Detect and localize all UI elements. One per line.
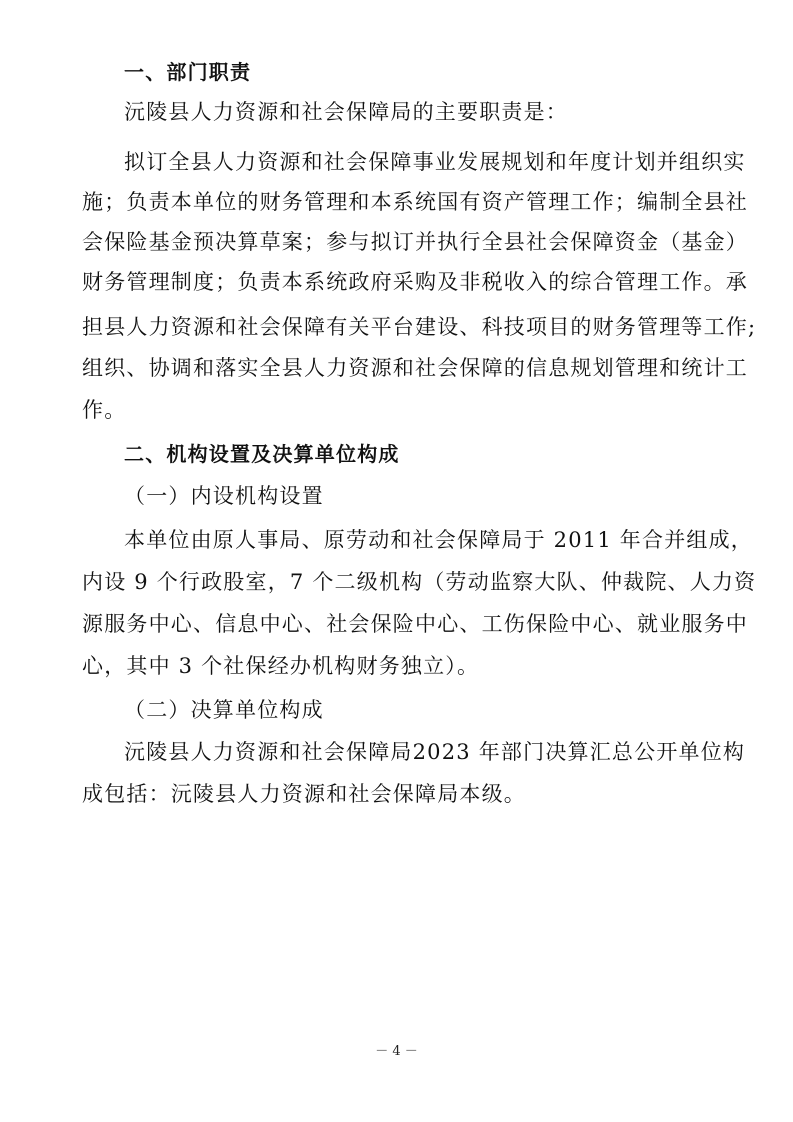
section2-sub1-line-4: 心，其中 3 个社保经办机构财务独立）。 (82, 654, 480, 678)
section1-line-1: 拟订全县人力资源和社会保障事业发展规划和年度计划并组织实 (124, 150, 746, 174)
section1-line-5: 担县人力资源和社会保障有关平台建设、科技项目的财务管理等工作; (82, 315, 757, 339)
section2-heading: 二、机构设置及决算单位构成 (124, 442, 400, 466)
page-number: － 4 － (375, 1044, 418, 1059)
section1-line-3: 会保险基金预决算草案；参与拟订并执行全县社会保障资金（基金） (82, 230, 748, 254)
section1-line-7: 作。 (82, 398, 127, 422)
section1-heading: 一、部门职责 (124, 60, 252, 84)
section2-sub1-line-3: 源服务中心、信息中心、社会保险中心、工伤保险中心、就业服务中 (82, 612, 748, 636)
section1-intro: 沅陵县人力资源和社会保障局的主要职责是： (124, 100, 568, 124)
section2-sub2-line-1: 沅陵县人力资源和社会保障局2023 年部门决算汇总公开单位构 (124, 740, 746, 764)
section2-sub1-heading: （一）内设机构设置 (124, 484, 324, 508)
section2-sub2-line-2: 成包括：沅陵县人力资源和社会保障局本级。 (82, 782, 526, 806)
section2-sub2-heading: （二）决算单位构成 (124, 698, 324, 722)
section2-sub1-line-1: 本单位由原人事局、原劳动和社会保障局于 2011 年合并组成， (124, 528, 753, 552)
section1-line-4: 财务管理制度；负责本系统政府采购及非税收入的综合管理工作。承 (82, 270, 748, 294)
section1-line-2: 施；负责本单位的财务管理和本系统国有资产管理工作；编制全县社 (82, 190, 748, 214)
section2-sub1-line-2: 内设 9 个行政股室，7 个二级机构（劳动监察大队、仲裁院、人力资 (82, 570, 757, 594)
section1-line-6: 组织、协调和落实全县人力资源和社会保障的信息规划管理和统计工 (82, 356, 748, 380)
